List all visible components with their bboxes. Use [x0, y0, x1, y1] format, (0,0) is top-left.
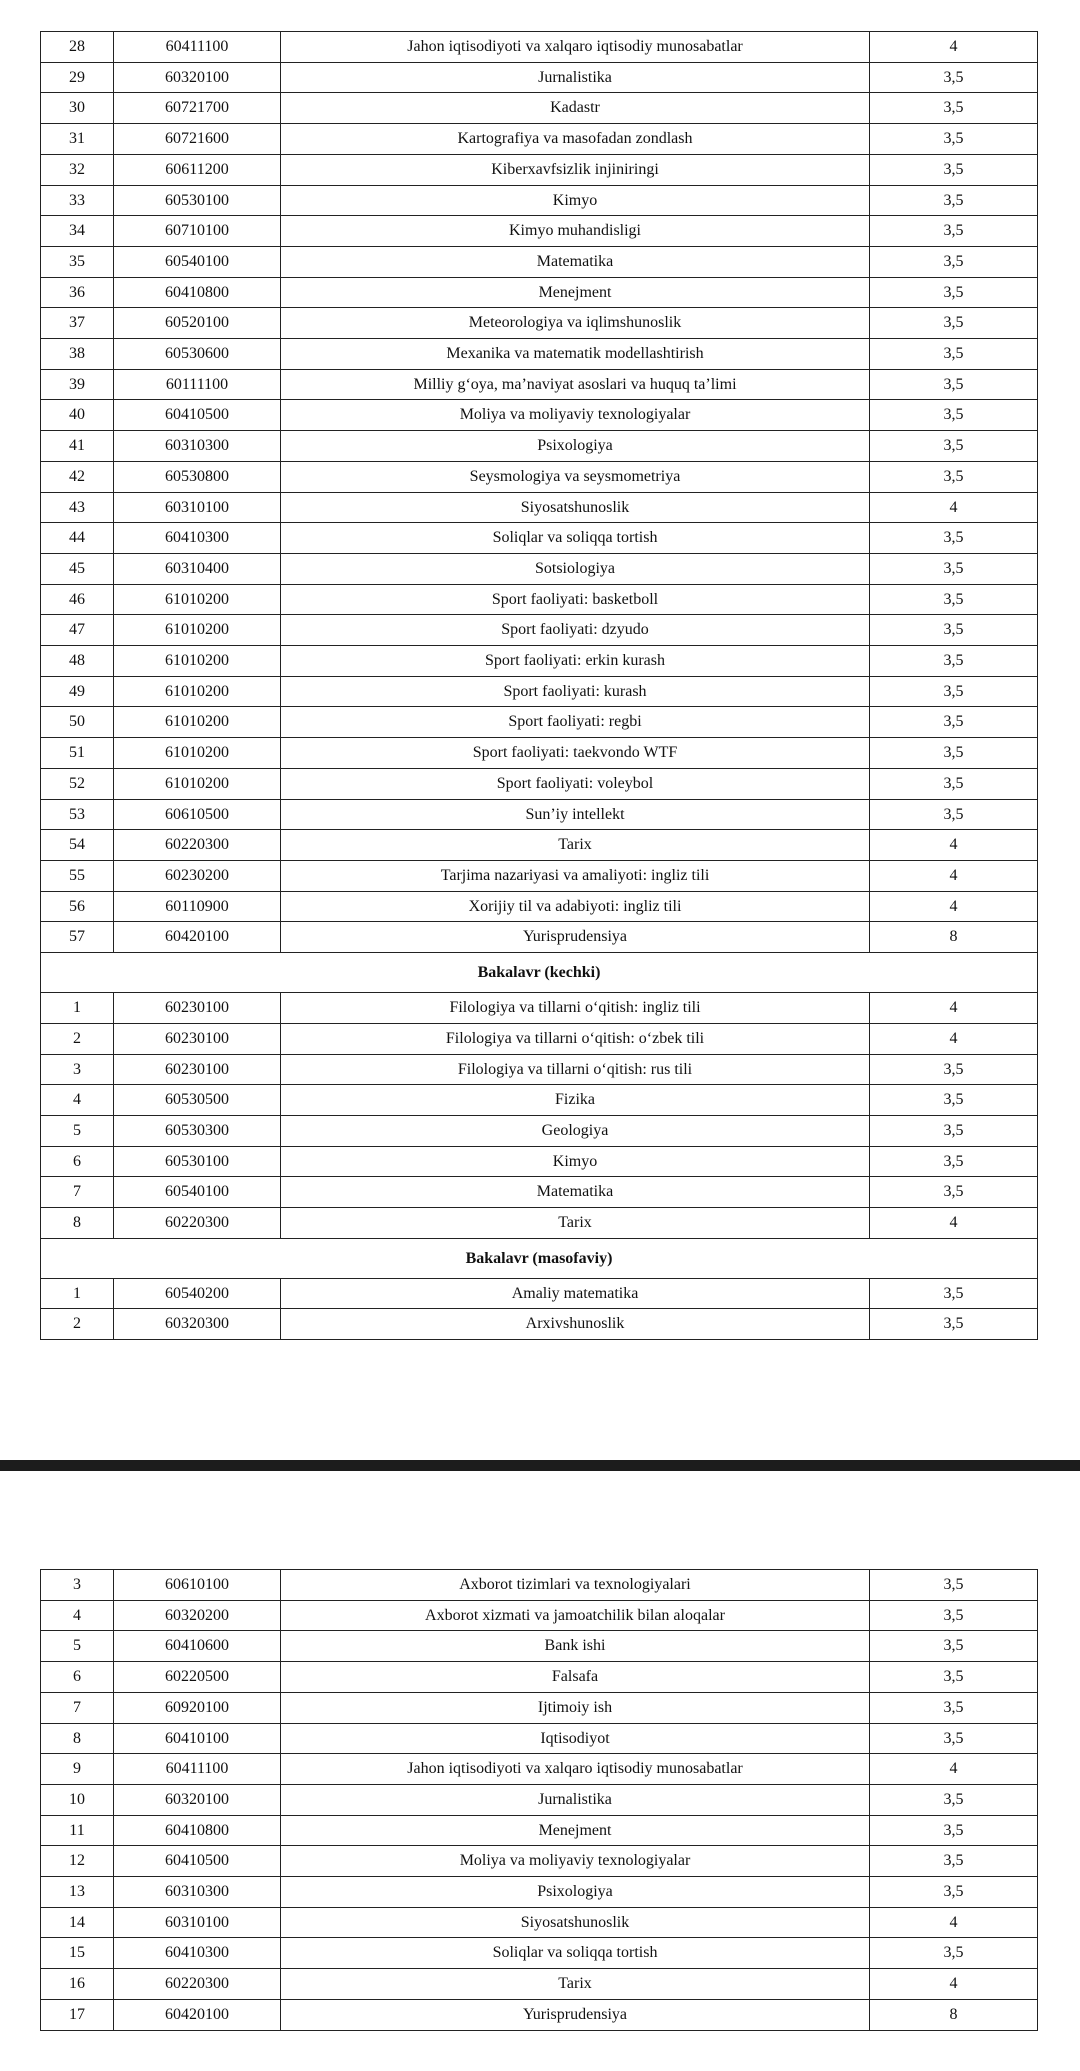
table-row [41, 124, 1038, 155]
row-number-cell: 47 [41, 615, 114, 646]
table-row [41, 1570, 1038, 1601]
program-code-cell: 61010200 [114, 738, 281, 769]
program-name-cell: Sun’iy intellekt [281, 799, 870, 830]
score-cell: 3,5 [870, 1877, 1038, 1908]
program-name-cell: Fizika [281, 1085, 870, 1116]
table-row [41, 1600, 1038, 1631]
score-cell: 4 [870, 492, 1038, 523]
score-cell: 3,5 [870, 553, 1038, 584]
row-number-cell: 54 [41, 830, 114, 861]
score-cell: 3,5 [870, 584, 1038, 615]
program-code-cell: 60410500 [114, 1846, 281, 1877]
program-code-cell: 60610500 [114, 799, 281, 830]
program-code-cell: 60310300 [114, 1877, 281, 1908]
score-cell: 4 [870, 1907, 1038, 1938]
score-cell: 3,5 [870, 1115, 1038, 1146]
program-name-cell: Meteorologiya va iqlimshunoslik [281, 308, 870, 339]
row-number-cell: 43 [41, 492, 114, 523]
table-row [41, 93, 1038, 124]
program-code-cell: 60410600 [114, 1631, 281, 1662]
program-name-cell: Yurisprudensiya [281, 1999, 870, 2030]
score-cell: 3,5 [870, 738, 1038, 769]
program-code-cell: 60410100 [114, 1723, 281, 1754]
program-name-cell: Kadastr [281, 93, 870, 124]
table-row [41, 246, 1038, 277]
row-number-cell: 5 [41, 1115, 114, 1146]
table-row [41, 523, 1038, 554]
program-code-cell: 60410300 [114, 1938, 281, 1969]
table-row [41, 860, 1038, 891]
table-row [41, 492, 1038, 523]
program-name-cell: Matematika [281, 246, 870, 277]
program-name-cell: Sport faoliyati: taekvondo WTF [281, 738, 870, 769]
program-name-cell: Tarix [281, 830, 870, 861]
table-row [41, 431, 1038, 462]
programs-table-body [41, 1570, 1038, 2031]
program-name-cell: Sport faoliyati: erkin kurash [281, 646, 870, 677]
score-cell: 3,5 [870, 461, 1038, 492]
table-row [41, 1754, 1038, 1785]
program-name-cell: Arxivshunoslik [281, 1309, 870, 1340]
program-name-cell: Tarjima nazariyasi va amaliyoti: ingliz tili [281, 860, 870, 891]
row-number-cell: 57 [41, 922, 114, 953]
table-row [41, 553, 1038, 584]
program-code-cell: 60310100 [114, 1907, 281, 1938]
row-number-cell: 38 [41, 339, 114, 370]
score-cell: 3,5 [870, 1054, 1038, 1085]
section-title: Bakalavr (kechki) [41, 953, 1038, 993]
score-cell: 8 [870, 922, 1038, 953]
score-cell: 4 [870, 1969, 1038, 2000]
row-number-cell: 31 [41, 124, 114, 155]
table-row [41, 369, 1038, 400]
score-cell: 3,5 [870, 615, 1038, 646]
score-cell: 4 [870, 32, 1038, 63]
score-cell: 3,5 [870, 185, 1038, 216]
table-row [41, 461, 1038, 492]
program-name-cell: Matematika [281, 1177, 870, 1208]
table-row [41, 1999, 1038, 2030]
row-number-cell: 51 [41, 738, 114, 769]
program-code-cell: 60230100 [114, 1023, 281, 1054]
score-cell: 8 [870, 1999, 1038, 2030]
program-name-cell: Kimyo muhandisligi [281, 216, 870, 247]
score-cell: 3,5 [870, 124, 1038, 155]
row-number-cell: 4 [41, 1600, 114, 1631]
row-number-cell: 46 [41, 584, 114, 615]
program-code-cell: 61010200 [114, 676, 281, 707]
program-name-cell: Psixologiya [281, 1877, 870, 1908]
score-cell: 3,5 [870, 277, 1038, 308]
table-row [41, 1938, 1038, 1969]
table-row [41, 891, 1038, 922]
program-code-cell: 60320200 [114, 1600, 281, 1631]
score-cell: 3,5 [870, 246, 1038, 277]
row-number-cell: 7 [41, 1692, 114, 1723]
program-name-cell: Xorijiy til va adabiyoti: ingliz tili [281, 891, 870, 922]
program-code-cell: 61010200 [114, 768, 281, 799]
table-row [41, 707, 1038, 738]
program-code-cell: 60320100 [114, 1784, 281, 1815]
program-name-cell: Iqtisodiyot [281, 1723, 870, 1754]
table-row [41, 185, 1038, 216]
row-number-cell: 28 [41, 32, 114, 63]
section-header-row [41, 1238, 1038, 1278]
score-cell: 3,5 [870, 1600, 1038, 1631]
score-cell: 3,5 [870, 1723, 1038, 1754]
program-name-cell: Jahon iqtisodiyoti va xalqaro iqtisodiy munosabatlar [281, 1754, 870, 1785]
score-cell: 3,5 [870, 1278, 1038, 1309]
programs-table-body [41, 32, 1038, 1340]
row-number-cell: 53 [41, 799, 114, 830]
score-cell: 3,5 [870, 431, 1038, 462]
score-cell: 3,5 [870, 1631, 1038, 1662]
table-row [41, 799, 1038, 830]
program-code-cell: 60410500 [114, 400, 281, 431]
score-cell: 3,5 [870, 707, 1038, 738]
row-number-cell: 17 [41, 1999, 114, 2030]
score-cell: 4 [870, 830, 1038, 861]
program-code-cell: 60530600 [114, 339, 281, 370]
program-name-cell: Kimyo [281, 1146, 870, 1177]
row-number-cell: 49 [41, 676, 114, 707]
table-row [41, 1846, 1038, 1877]
program-name-cell: Menejment [281, 277, 870, 308]
table-row [41, 1309, 1038, 1340]
row-number-cell: 45 [41, 553, 114, 584]
program-code-cell: 60411100 [114, 32, 281, 63]
program-code-cell: 60530500 [114, 1085, 281, 1116]
programs-table-page-1 [40, 31, 1038, 1340]
program-name-cell: Axborot xizmati va jamoatchilik bilan aloqalar [281, 1600, 870, 1631]
row-number-cell: 7 [41, 1177, 114, 1208]
program-name-cell: Milliy g‘oya, ma’naviyat asoslari va huquq ta’limi [281, 369, 870, 400]
score-cell: 3,5 [870, 523, 1038, 554]
table-row [41, 1631, 1038, 1662]
program-name-cell: Soliqlar va soliqqa tortish [281, 523, 870, 554]
table-row [41, 400, 1038, 431]
program-name-cell: Tarix [281, 1969, 870, 2000]
row-number-cell: 36 [41, 277, 114, 308]
score-cell: 3,5 [870, 1815, 1038, 1846]
score-cell: 3,5 [870, 676, 1038, 707]
score-cell: 3,5 [870, 1085, 1038, 1116]
program-name-cell: Mexanika va matematik modellashtirish [281, 339, 870, 370]
program-name-cell: Psixologiya [281, 431, 870, 462]
score-cell: 3,5 [870, 1570, 1038, 1601]
program-code-cell: 60530100 [114, 1146, 281, 1177]
score-cell: 3,5 [870, 369, 1038, 400]
row-number-cell: 9 [41, 1754, 114, 1785]
table-row [41, 154, 1038, 185]
table-row [41, 1146, 1038, 1177]
section-title: Bakalavr (masofaviy) [41, 1238, 1038, 1278]
program-name-cell: Menejment [281, 1815, 870, 1846]
row-number-cell: 52 [41, 768, 114, 799]
row-number-cell: 10 [41, 1784, 114, 1815]
table-row [41, 615, 1038, 646]
program-name-cell: Kartografiya va masofadan zondlash [281, 124, 870, 155]
score-cell: 3,5 [870, 1938, 1038, 1969]
table-row [41, 1907, 1038, 1938]
program-name-cell: Falsafa [281, 1662, 870, 1693]
program-code-cell: 60220300 [114, 1208, 281, 1239]
program-name-cell: Sotsiologiya [281, 553, 870, 584]
row-number-cell: 35 [41, 246, 114, 277]
row-number-cell: 3 [41, 1054, 114, 1085]
program-name-cell: Amaliy matematika [281, 1278, 870, 1309]
row-number-cell: 1 [41, 1278, 114, 1309]
program-code-cell: 61010200 [114, 707, 281, 738]
row-number-cell: 32 [41, 154, 114, 185]
program-name-cell: Soliqlar va soliqqa tortish [281, 1938, 870, 1969]
score-cell: 4 [870, 860, 1038, 891]
table-row [41, 1969, 1038, 2000]
row-number-cell: 14 [41, 1907, 114, 1938]
row-number-cell: 6 [41, 1146, 114, 1177]
score-cell: 3,5 [870, 1784, 1038, 1815]
table-row [41, 830, 1038, 861]
program-code-cell: 60230100 [114, 993, 281, 1024]
table-row [41, 216, 1038, 247]
program-name-cell: Moliya va moliyaviy texnologiyalar [281, 400, 870, 431]
page-break-bar [0, 1460, 1080, 1471]
program-name-cell: Filologiya va tillarni o‘qitish: ingliz tili [281, 993, 870, 1024]
table-row [41, 646, 1038, 677]
program-code-cell: 60320300 [114, 1309, 281, 1340]
score-cell: 4 [870, 1754, 1038, 1785]
score-cell: 3,5 [870, 646, 1038, 677]
section-header-row [41, 953, 1038, 993]
row-number-cell: 37 [41, 308, 114, 339]
row-number-cell: 34 [41, 216, 114, 247]
score-cell: 4 [870, 993, 1038, 1024]
program-code-cell: 60410800 [114, 277, 281, 308]
score-cell: 4 [870, 1023, 1038, 1054]
program-name-cell: Kimyo [281, 185, 870, 216]
score-cell: 3,5 [870, 1146, 1038, 1177]
table-row [41, 1208, 1038, 1239]
program-code-cell: 60220300 [114, 830, 281, 861]
program-name-cell: Filologiya va tillarni o‘qitish: rus tili [281, 1054, 870, 1085]
program-name-cell: Jahon iqtisodiyoti va xalqaro iqtisodiy munosabatlar [281, 32, 870, 63]
table-row [41, 1115, 1038, 1146]
program-name-cell: Sport faoliyati: dzyudo [281, 615, 870, 646]
program-name-cell: Geologiya [281, 1115, 870, 1146]
score-cell: 3,5 [870, 62, 1038, 93]
table-row [41, 1278, 1038, 1309]
table-row [41, 1784, 1038, 1815]
program-code-cell: 60220300 [114, 1969, 281, 2000]
row-number-cell: 39 [41, 369, 114, 400]
row-number-cell: 2 [41, 1023, 114, 1054]
program-name-cell: Axborot tizimlari va texnologiyalari [281, 1570, 870, 1601]
table-row [41, 768, 1038, 799]
row-number-cell: 8 [41, 1208, 114, 1239]
score-cell: 4 [870, 891, 1038, 922]
program-code-cell: 60110900 [114, 891, 281, 922]
program-name-cell: Jurnalistika [281, 62, 870, 93]
row-number-cell: 44 [41, 523, 114, 554]
table-row [41, 738, 1038, 769]
program-code-cell: 60420100 [114, 922, 281, 953]
program-name-cell: Bank ishi [281, 1631, 870, 1662]
program-name-cell: Yurisprudensiya [281, 922, 870, 953]
table-row [41, 1054, 1038, 1085]
program-code-cell: 61010200 [114, 584, 281, 615]
score-cell: 3,5 [870, 799, 1038, 830]
table-row [41, 1177, 1038, 1208]
program-code-cell: 61010200 [114, 615, 281, 646]
program-code-cell: 60920100 [114, 1692, 281, 1723]
program-code-cell: 60530100 [114, 185, 281, 216]
row-number-cell: 4 [41, 1085, 114, 1116]
program-name-cell: Sport faoliyati: regbi [281, 707, 870, 738]
table-row [41, 584, 1038, 615]
program-code-cell: 60710100 [114, 216, 281, 247]
row-number-cell: 42 [41, 461, 114, 492]
score-cell: 3,5 [870, 216, 1038, 247]
program-code-cell: 60611200 [114, 154, 281, 185]
row-number-cell: 6 [41, 1662, 114, 1693]
score-cell: 3,5 [870, 339, 1038, 370]
program-code-cell: 60230200 [114, 860, 281, 891]
program-code-cell: 60230100 [114, 1054, 281, 1085]
program-code-cell: 60220500 [114, 1662, 281, 1693]
program-code-cell: 60610100 [114, 1570, 281, 1601]
table-row [41, 1877, 1038, 1908]
score-cell: 3,5 [870, 1846, 1038, 1877]
program-name-cell: Moliya va moliyaviy texnologiyalar [281, 1846, 870, 1877]
row-number-cell: 56 [41, 891, 114, 922]
row-number-cell: 40 [41, 400, 114, 431]
table-row [41, 1815, 1038, 1846]
score-cell: 3,5 [870, 308, 1038, 339]
table-row [41, 62, 1038, 93]
row-number-cell: 5 [41, 1631, 114, 1662]
program-code-cell: 60310400 [114, 553, 281, 584]
program-name-cell: Sport faoliyati: basketboll [281, 584, 870, 615]
score-cell: 3,5 [870, 1692, 1038, 1723]
table-row [41, 32, 1038, 63]
program-name-cell: Tarix [281, 1208, 870, 1239]
program-code-cell: 60721700 [114, 93, 281, 124]
table-row [41, 922, 1038, 953]
row-number-cell: 15 [41, 1938, 114, 1969]
score-cell: 3,5 [870, 1177, 1038, 1208]
table-row [41, 1692, 1038, 1723]
row-number-cell: 1 [41, 993, 114, 1024]
row-number-cell: 50 [41, 707, 114, 738]
score-cell: 3,5 [870, 768, 1038, 799]
row-number-cell: 8 [41, 1723, 114, 1754]
program-code-cell: 61010200 [114, 646, 281, 677]
program-name-cell: Seysmologiya va seysmometriya [281, 461, 870, 492]
row-number-cell: 2 [41, 1309, 114, 1340]
table-row [41, 993, 1038, 1024]
program-code-cell: 60540100 [114, 1177, 281, 1208]
table-row [41, 308, 1038, 339]
row-number-cell: 48 [41, 646, 114, 677]
row-number-cell: 16 [41, 1969, 114, 2000]
table-row [41, 277, 1038, 308]
table-row [41, 339, 1038, 370]
score-cell: 3,5 [870, 154, 1038, 185]
row-number-cell: 41 [41, 431, 114, 462]
program-code-cell: 60530300 [114, 1115, 281, 1146]
programs-table-page-2 [40, 1569, 1038, 2031]
row-number-cell: 11 [41, 1815, 114, 1846]
table-row [41, 1085, 1038, 1116]
program-code-cell: 60111100 [114, 369, 281, 400]
program-code-cell: 60310300 [114, 431, 281, 462]
row-number-cell: 3 [41, 1570, 114, 1601]
table-row [41, 1023, 1038, 1054]
row-number-cell: 33 [41, 185, 114, 216]
row-number-cell: 13 [41, 1877, 114, 1908]
program-code-cell: 60520100 [114, 308, 281, 339]
row-number-cell: 55 [41, 860, 114, 891]
table-row [41, 1723, 1038, 1754]
program-code-cell: 60410800 [114, 1815, 281, 1846]
score-cell: 4 [870, 1208, 1038, 1239]
row-number-cell: 12 [41, 1846, 114, 1877]
program-code-cell: 60530800 [114, 461, 281, 492]
program-code-cell: 60320100 [114, 62, 281, 93]
program-name-cell: Filologiya va tillarni o‘qitish: o‘zbek tili [281, 1023, 870, 1054]
program-name-cell: Siyosatshunoslik [281, 1907, 870, 1938]
score-cell: 3,5 [870, 400, 1038, 431]
program-name-cell: Siyosatshunoslik [281, 492, 870, 523]
row-number-cell: 29 [41, 62, 114, 93]
program-code-cell: 60411100 [114, 1754, 281, 1785]
score-cell: 3,5 [870, 1662, 1038, 1693]
program-code-cell: 60721600 [114, 124, 281, 155]
row-number-cell: 30 [41, 93, 114, 124]
program-name-cell: Kiberxavfsizlik injiniringi [281, 154, 870, 185]
program-name-cell: Sport faoliyati: kurash [281, 676, 870, 707]
program-code-cell: 60410300 [114, 523, 281, 554]
program-code-cell: 60540200 [114, 1278, 281, 1309]
program-code-cell: 60540100 [114, 246, 281, 277]
program-code-cell: 60420100 [114, 1999, 281, 2030]
score-cell: 3,5 [870, 1309, 1038, 1340]
program-name-cell: Jurnalistika [281, 1784, 870, 1815]
table-row [41, 676, 1038, 707]
program-name-cell: Sport faoliyati: voleybol [281, 768, 870, 799]
table-row [41, 1662, 1038, 1693]
score-cell: 3,5 [870, 93, 1038, 124]
program-code-cell: 60310100 [114, 492, 281, 523]
program-name-cell: Ijtimoiy ish [281, 1692, 870, 1723]
